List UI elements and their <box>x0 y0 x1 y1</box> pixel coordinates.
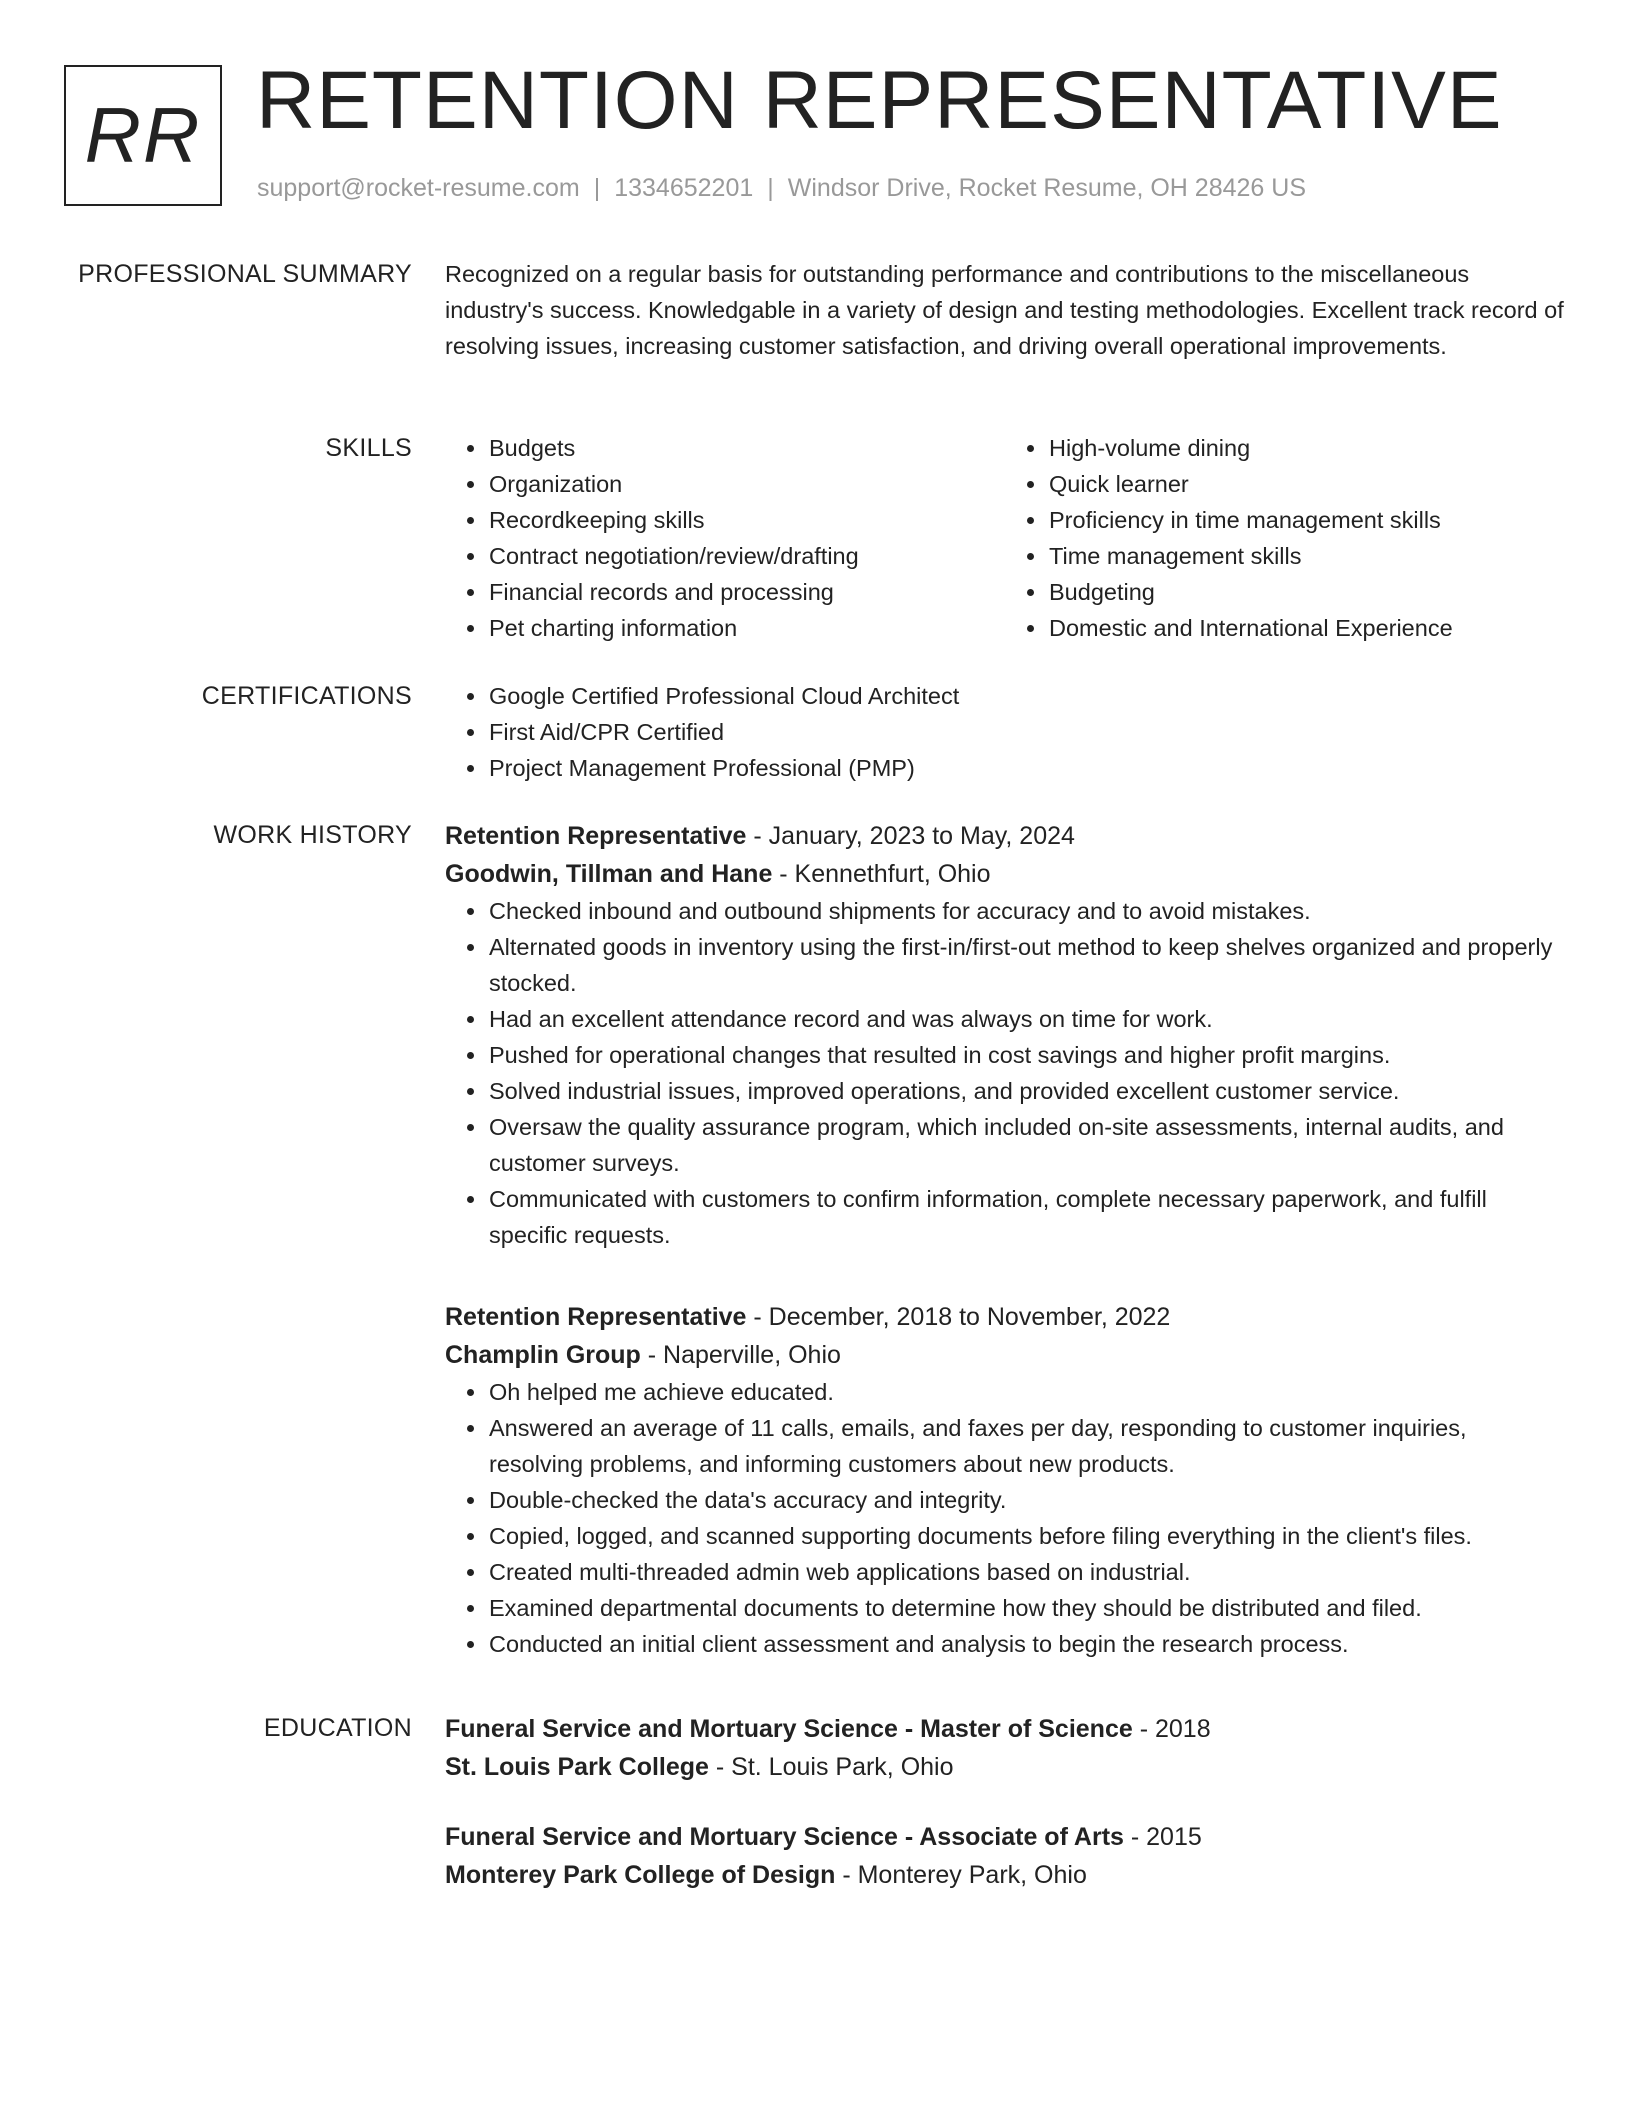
certification-item: • First Aid/CPR Certified <box>488 714 1565 750</box>
job-bullet: • Created multi-threaded admin web applications based on industrial. <box>488 1554 1565 1590</box>
degree-name: Funeral Service and Mortuary Science - Master of Science <box>445 1715 1133 1743</box>
section-label: PROFESSIONAL SUMMARY <box>78 260 412 288</box>
job-bullets <box>445 1374 1565 1662</box>
degree-line <box>445 1818 1565 1856</box>
skill-item: • Organization <box>488 466 1005 502</box>
contact-email: support@rocket-resume.com <box>257 174 580 202</box>
job-bullet: • Solved industrial issues, improved operations, and provided excellent customer service. <box>488 1073 1565 1109</box>
school-line <box>445 1856 1565 1894</box>
skill-item: • Budgeting <box>1048 574 1565 610</box>
monogram-logo: RR <box>64 65 222 206</box>
skill-item: • High-volume dining <box>1048 430 1565 466</box>
skill-item: • Recordkeeping skills <box>488 502 1005 538</box>
job-dates: - December, 2018 to November, 2022 <box>746 1303 1171 1331</box>
job-title: Retention Representative <box>445 1303 747 1331</box>
school-name: Monterey Park College of Design <box>445 1861 836 1889</box>
school-name: St. Louis Park College <box>445 1753 709 1781</box>
skills-list-left <box>445 430 1005 646</box>
job-entry <box>445 817 1565 1253</box>
skills-list-right <box>1005 430 1565 646</box>
skill-item: • Quick learner <box>1048 466 1565 502</box>
job-bullet: • Examined departmental documents to determine how they should be distributed and filed. <box>488 1590 1565 1626</box>
certifications-list <box>445 678 1565 786</box>
certification-item: • Project Management Professional (PMP) <box>488 750 1565 786</box>
degree-name: Funeral Service and Mortuary Science - Associate of Arts <box>445 1823 1124 1851</box>
job-company: Goodwin, Tillman and Hane <box>445 860 773 888</box>
job-title-line <box>445 817 1565 855</box>
job-title: Retention Representative <box>445 822 747 850</box>
contact-separator: | <box>593 174 601 202</box>
job-bullet: • Had an excellent attendance record and was always on time for work. <box>488 1001 1565 1037</box>
school-location: - St. Louis Park, Ohio <box>708 1753 954 1781</box>
degree-year: - 2018 <box>1132 1715 1211 1743</box>
job-bullet: • Checked inbound and outbound shipments for accuracy and to avoid mistakes. <box>488 893 1565 929</box>
job-bullets <box>445 893 1565 1253</box>
job-company-line <box>445 1336 1565 1374</box>
skill-item: • Pet charting information <box>488 610 1005 646</box>
job-company-line <box>445 855 1565 893</box>
skill-item: • Budgets <box>488 430 1005 466</box>
degree-year: - 2015 <box>1123 1823 1202 1851</box>
school-location: - Monterey Park, Ohio <box>835 1861 1087 1889</box>
skill-item: • Domestic and International Experience <box>1048 610 1565 646</box>
job-bullet: • Conducted an initial client assessment and analysis to begin the research process. <box>488 1626 1565 1662</box>
job-location: - Kennethfurt, Ohio <box>772 860 991 888</box>
job-bullet: • Oversaw the quality assurance program, which included on-site assessments, internal audits, and customer surveys. <box>488 1109 1565 1181</box>
contact-separator: | <box>767 174 774 202</box>
section-label: EDUCATION <box>263 1714 412 1742</box>
job-bullet: • Oh helped me achieve educated. <box>488 1374 1565 1410</box>
skill-item: • Financial records and processing <box>488 574 1005 610</box>
skill-item: • Proficiency in time management skills <box>1048 502 1565 538</box>
education-entry <box>445 1710 1565 1786</box>
job-company: Champlin Group <box>445 1341 641 1369</box>
job-bullet: • Communicated with customers to confirm information, complete necessary paperwork, and fulfill specific requests. <box>488 1181 1565 1253</box>
job-bullet: • Alternated goods in inventory using the first-in/first-out method to keep shelves organized and properly stocked. <box>488 929 1565 1001</box>
contact-address: Windsor Drive, Rocket Resume, OH 28426 US <box>787 174 1307 202</box>
degree-line <box>445 1710 1565 1748</box>
job-bullet: • Copied, logged, and scanned supporting documents before filing everything in the client's files. <box>488 1518 1565 1554</box>
job-bullet: • Answered an average of 11 calls, emails, and faxes per day, responding to customer inquiries, resolving problems, and informing customers about new products. <box>488 1410 1565 1482</box>
summary-text: Recognized on a regular basis for outstanding performance and contributions to the miscellaneous industry's success. Knowledgable in a variety of design and testing methodologies. Excellent track record of resolving issues, increasing customer satisfaction, and driving overall operational improvements. <box>445 261 1564 359</box>
section-label: WORK HISTORY <box>213 821 412 849</box>
job-bullet: • Double-checked the data's accuracy and integrity. <box>488 1482 1565 1518</box>
section-label: SKILLS <box>325 434 412 462</box>
skills-grid <box>445 430 1565 646</box>
job-entry <box>445 1298 1565 1662</box>
job-location: - Naperville, Ohio <box>640 1341 841 1369</box>
job-dates: - January, 2023 to May, 2024 <box>746 822 1075 850</box>
contact-line <box>257 174 1306 203</box>
education-entry <box>445 1818 1565 1894</box>
job-bullet: • Pushed for operational changes that resulted in cost savings and higher profit margins. <box>488 1037 1565 1073</box>
resume-title: RETENTION REPRESENTATIVE <box>256 55 1503 146</box>
section-label: CERTIFICATIONS <box>201 682 412 710</box>
certification-item: • Google Certified Professional Cloud Architect <box>488 678 1565 714</box>
skill-item: • Contract negotiation/review/drafting <box>488 538 1005 574</box>
school-line <box>445 1748 1565 1786</box>
contact-phone: 1334652201 <box>614 174 754 202</box>
job-title-line <box>445 1298 1565 1336</box>
skill-item: • Time management skills <box>1048 538 1565 574</box>
